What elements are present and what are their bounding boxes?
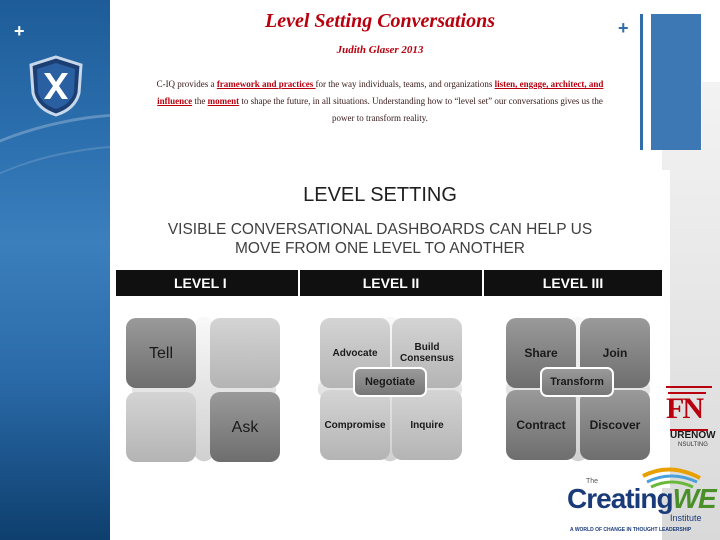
level-2-diagram <box>310 304 470 474</box>
we-word: WE <box>672 483 716 514</box>
right-accent-bar-fill <box>651 14 701 150</box>
level-2-bottom-left: Compromise <box>320 390 390 460</box>
slide-description <box>150 76 610 127</box>
futurenow-subtitle: NSULTING <box>678 442 708 448</box>
link-framework-practices[interactable]: framework and practices <box>216 79 316 89</box>
level-2-top-left: Advocate <box>320 318 390 388</box>
level-3-top-right: Join <box>580 318 650 388</box>
creating-we-institute: Institute <box>670 513 702 523</box>
left-sidebar <box>0 0 110 540</box>
slide-author: Judith Glaser 2013 <box>336 44 424 56</box>
subtitle-line: MOVE FROM ONE LEVEL TO ANOTHER <box>235 240 525 257</box>
subtitle-line: VISIBLE CONVERSATIONAL DASHBOARDS CAN HELP US <box>167 221 593 238</box>
level-3-bottom-right: Discover <box>580 390 650 460</box>
level-1-bottom-left <box>126 392 196 462</box>
level-3-top-left: Share <box>506 318 576 388</box>
desc-text: for the way individuals, teams, and organizations <box>315 79 495 89</box>
futurenow-letters: FN <box>666 392 702 425</box>
level-3-center: Transform <box>540 367 614 397</box>
desc-text: the <box>192 96 208 106</box>
creating-we-wordmark <box>567 483 716 515</box>
plus-icon: + <box>14 21 25 41</box>
link-moment[interactable]: moment <box>207 96 240 106</box>
desc-text: to shape the future, in all situations. Understanding how to “level set” our conversations gives us the power to transform reality. <box>239 96 603 123</box>
level-setting-graphic <box>110 170 670 488</box>
link-listen-engage[interactable]: listen, engage, architect, and influence <box>157 79 604 106</box>
level-2-top-right: Build Consensus <box>392 318 462 388</box>
level-2-bottom-right: Inquire <box>392 390 462 460</box>
level-1-top-left: Tell <box>126 318 196 388</box>
level-3-header: LEVEL III <box>484 270 662 296</box>
right-accent-bar <box>640 14 702 150</box>
creating-we-the: The <box>586 478 599 485</box>
level-1-top-right <box>210 318 280 388</box>
level-1-header: LEVEL I <box>116 270 298 296</box>
creating-we-tagline: A WORLD OF CHANGE IN THOUGHT LEADERSHIP <box>570 527 692 533</box>
slide-title: Level Setting Conversations <box>265 10 495 32</box>
level-1-bottom-right: Ask <box>210 392 280 462</box>
level-2-center: Negotiate <box>353 367 427 397</box>
shield-x-logo-icon <box>27 55 85 117</box>
level-3-bottom-left: Contract <box>506 390 576 460</box>
futurenow-name: URENOW <box>670 430 716 441</box>
plus-icon: + <box>618 18 629 38</box>
desc-text: C-IQ provides a <box>156 79 217 89</box>
level-2-header: LEVEL II <box>300 270 482 296</box>
graphic-subtitle <box>110 220 650 258</box>
level-3-diagram <box>498 304 658 474</box>
level-1-diagram <box>124 304 284 474</box>
creating-word: Creating <box>567 483 673 514</box>
graphic-title: LEVEL SETTING <box>303 184 457 206</box>
